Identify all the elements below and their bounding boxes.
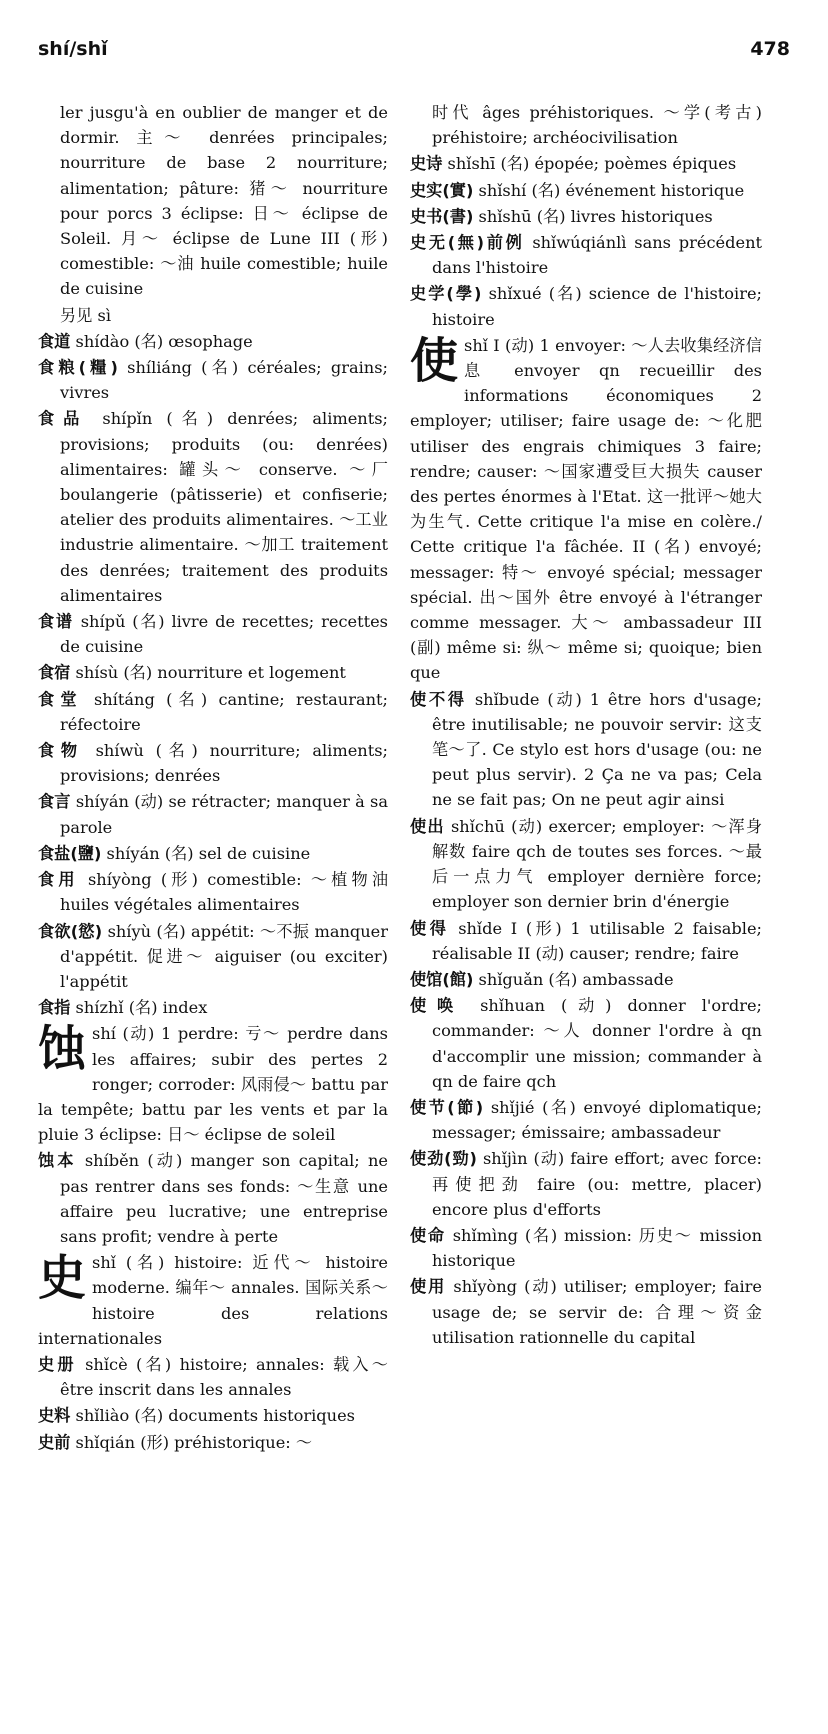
- head-character: 蚀: [38, 1021, 87, 1078]
- character-entry: [38, 1021, 388, 1147]
- entry-text: shípǔ (名) livre de recettes; recettes de cuisine: [60, 612, 388, 657]
- headword: 使不得: [410, 689, 467, 709]
- dictionary-entry: [410, 1095, 762, 1145]
- headword: 蚀本: [38, 1151, 77, 1171]
- dictionary-entry: [38, 1148, 388, 1249]
- entry-text: shǐshū (名) livres historiques: [478, 206, 713, 226]
- entry-text: shítáng (名) cantine; restaurant; réfectoire: [60, 689, 389, 734]
- dictionary-entry: [410, 151, 762, 176]
- entry-text: shíyán (名) sel de cuisine: [106, 843, 311, 863]
- entry-text: ler jusgu'à en oublier de manger et de dormir. 主～ denrées principales; nourriture de base 2 nourriture; alimentation; pâture: 猪～ nourriture pour porcs 3 éclipse: 日～ éclipse de Soleil. 月～ éclipse de Lune III (形) comestible: ～油 huile comestible; huile de cuisine: [60, 103, 388, 299]
- headword: 史前: [38, 1432, 71, 1452]
- entry-text: shǐwúqiánlì sans précédent dans l'histoire: [432, 233, 763, 278]
- entry-text: shǐshí (名) événement historique: [478, 180, 745, 200]
- headword: 食粮(糧): [38, 358, 118, 378]
- dictionary-entry: [38, 789, 388, 839]
- dictionary-entry: [38, 609, 388, 659]
- dictionary-entry: [410, 1146, 762, 1222]
- headword: 食指: [38, 998, 71, 1018]
- entry-text: shíyòng (形) comestible: ～植物油 huiles végétales alimentaires: [60, 870, 389, 915]
- entry-text: shǐjìn (动) faire effort; avec force: 再使把劲 faire (ou: mettre, placer) encore plus d'efforts: [432, 1149, 762, 1219]
- headword: 史料: [38, 1406, 71, 1426]
- entry-text: shíyù (名) appétit: ～不振 manquer d'appétit. 促进～ aiguiser (ou exciter) l'appétit: [60, 921, 389, 991]
- entry-continuation: [410, 100, 762, 150]
- headword: 史无(無)前例: [410, 233, 525, 253]
- character-entry: [38, 1250, 388, 1351]
- dictionary-entry: [38, 738, 388, 788]
- headword: 使节(節): [410, 1097, 484, 1117]
- entry-text: shídào (名) œsophage: [75, 331, 253, 351]
- dictionary-entry: [410, 281, 762, 331]
- dictionary-entry: [38, 329, 388, 354]
- entry-text: shí (动) 1 perdre: 亏～ perdre dans les affaires; subir des pertes 2 ronger; corroder: 风雨侵～ battu par la tempête; battu par les vents et par la pluie 3 éclipse: 日～ éclipse de soleil: [38, 1024, 388, 1145]
- headword: 使出: [410, 816, 445, 836]
- headword: 史册: [38, 1354, 77, 1374]
- headword: 食品: [38, 409, 89, 429]
- dictionary-entry: [38, 660, 388, 685]
- entry-text: shǐde I (形) 1 utilisable 2 faisable; réalisable II (动) causer; rendre; faire: [432, 918, 762, 963]
- dictionary-entry: [410, 1223, 762, 1273]
- entry-text: shízhǐ (名) index: [75, 998, 208, 1018]
- entry-text: shísù (名) nourriture et logement: [75, 663, 346, 683]
- entry-text: shǐshī (名) épopée; poèmes épiques: [447, 154, 737, 174]
- dictionary-entry: [38, 1352, 388, 1402]
- dictionary-entry: [38, 1403, 388, 1428]
- dictionary-entry: [38, 1430, 388, 1455]
- page-header: [38, 38, 790, 68]
- headword: 使馆(館): [410, 969, 474, 989]
- entry-text: shǐchū (动) exercer; employer: ～浑身解数 faire qch de toutes ses forces. ～最后一点力气 employer dernière force; employer son dernier brin d'énergie: [432, 816, 763, 912]
- entry-text: shíyán (动) se rétracter; manquer à sa parole: [60, 792, 389, 837]
- headword: 史学(學): [410, 284, 482, 304]
- entry-text: shǐyòng (动) utiliser; employer; faire usage de; se servir de: 合理～资金 utilisation rationnelle du capital: [432, 1277, 762, 1347]
- entry-text: shíběn (动) manger son capital; ne pas rentrer dans ses fonds: ～生意 une affaire peu lucrative; une entreprise sans profit; vendre à perte: [60, 1151, 388, 1246]
- dictionary-entry: [410, 230, 762, 280]
- dictionary-entry: [38, 687, 388, 737]
- headword: 使用: [410, 1277, 447, 1297]
- entry-text: shǐhuan (动) donner l'ordre; commander: ～人 donner l'ordre à qn d'accomplir une mission; commander à qn de faire qch: [432, 996, 762, 1091]
- entry-text: shǐcè (名) histoire; annales: 载入～ être inscrit dans les annales: [60, 1354, 388, 1400]
- headword: 食堂: [38, 689, 83, 709]
- entry-text: shíwù (名) nourriture; aliments; provisions; denrées: [60, 741, 388, 786]
- entry-text: shǐbude (动) 1 être hors d'usage; être inutilisable; ne pouvoir servir: 这支笔～了. Ce stylo est hors d'usage (ou: ne peut plus servir). 2 Ça ne va pas; Cela ne se fait pas; On ne peut agir ainsi: [432, 689, 762, 810]
- dictionary-entry: [410, 1274, 762, 1350]
- dictionary-entry: [410, 814, 762, 915]
- running-head: shí/shǐ: [38, 38, 108, 60]
- entry-text: shǐliào (名) documents historiques: [75, 1406, 355, 1426]
- dictionary-entry: [410, 687, 762, 813]
- dictionary-entry: [38, 841, 388, 866]
- dictionary-entry: [410, 993, 762, 1094]
- entry-text: shǐ I (动) 1 envoyer: ～人去收集经济信息 envoyer qn recueillir des informations économiques 2 employer; utiliser; faire usage de: ～化肥 utiliser des engrais chimiques 3 faire; rendre; causer: ～国家遭受巨大损失 causer des pertes énormes à l'Etat. 这一批评～她大为生气. Cette critique l'a mise en colère./ Cette critique l'a fâchée. II (名) envoyé; messager: 特～ envoyé spécial; messager spécial. 出～国外 être envoyé à l'étranger comme messager. 大～ ambassadeur III (副) même si: 纵～ même si; quoique; bien que: [410, 335, 762, 683]
- headword: 史实(實): [410, 180, 474, 200]
- dictionary-entry: [410, 967, 762, 992]
- headword: 食用: [38, 870, 79, 890]
- headword: 史书(書): [410, 206, 474, 226]
- head-character: 使: [410, 332, 459, 389]
- dictionary-entry: [410, 178, 762, 203]
- headword: 食言: [38, 792, 71, 812]
- headword: 食谱: [38, 612, 74, 632]
- left-column: [38, 100, 388, 1456]
- entry-continuation: [38, 100, 388, 302]
- dictionary-entry: [38, 406, 388, 608]
- page-number: 478: [750, 38, 790, 60]
- entry-text: shíliáng (名) céréales; grains; vivres: [60, 358, 388, 403]
- character-entry: [410, 333, 762, 686]
- dictionary-entry: [38, 919, 388, 995]
- headword: 使劲(勁): [410, 1149, 477, 1169]
- headword: 食盐(鹽): [38, 843, 102, 863]
- dictionary-entry: [38, 355, 388, 405]
- dictionary-entry: [38, 867, 388, 917]
- entry-text: shǐqián (形) préhistorique: ～: [75, 1432, 313, 1452]
- headword: 使唤: [410, 996, 465, 1016]
- entry-text: shǐjié (名) envoyé diplomatique; messager; émissaire; ambassadeur: [432, 1097, 762, 1143]
- headword: 史诗: [410, 154, 443, 174]
- entry-text: shǐ (名) histoire: 近代～ histoire moderne. 编年～ annales. 国际关系～ histoire des relations internationales: [38, 1253, 388, 1348]
- head-character: 史: [38, 1250, 87, 1307]
- headword: 食宿: [38, 663, 71, 683]
- headword: 食欲(慾): [38, 921, 103, 941]
- right-column: [410, 100, 762, 1351]
- entry-text: 另见 sì: [60, 305, 112, 325]
- entry-text: shǐmìng (名) mission: 历史～ mission historique: [432, 1225, 763, 1271]
- headword: 食物: [38, 741, 84, 761]
- entry-text: shípǐn (名) denrées; aliments; provisions; produits (ou: denrées) alimentaires: 罐头～ conserve. ～厂 boulangerie (pâtisserie) et confiserie; atelier des produits alimentaires. ～工业 industrie alimentaire. ～加工 traitement des denrées; traitement des produits alimentaires: [60, 409, 388, 605]
- headword: 使命: [410, 1225, 446, 1245]
- headword: 使得: [410, 918, 450, 938]
- entry-continuation: [38, 303, 388, 328]
- entry-text: 时代 âges préhistoriques. ～学(考古) préhistoire; archéocivilisation: [432, 103, 762, 148]
- entry-text: shǐxué (名) science de l'histoire; histoire: [432, 284, 763, 329]
- headword: 食道: [38, 331, 71, 351]
- dictionary-entry: [410, 204, 762, 229]
- dictionary-entry: [38, 995, 388, 1020]
- entry-text: shǐguǎn (名) ambassade: [478, 969, 674, 989]
- dictionary-entry: [410, 916, 762, 966]
